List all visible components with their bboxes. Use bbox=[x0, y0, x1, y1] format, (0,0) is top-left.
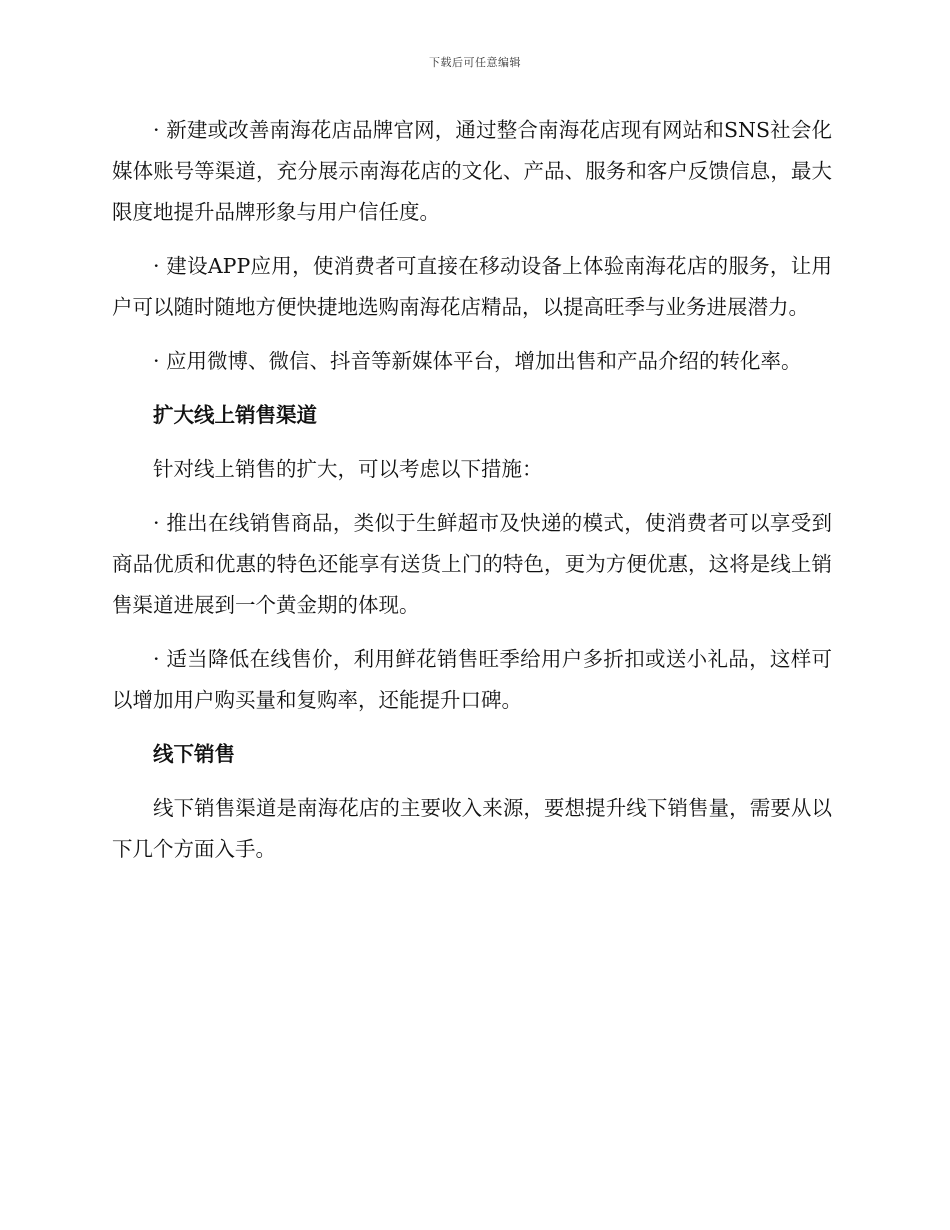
paragraph-new-media: · 应用微博、微信、抖音等新媒体平台，增加出售和产品介绍的转化率。 bbox=[153, 349, 802, 373]
paragraph-online-intro: 针对线上销售的扩大，可以考虑以下措施： bbox=[153, 457, 543, 481]
document-body bbox=[112, 110, 832, 883]
paragraph-online-pricing: · 适当降低在线售价，利用鲜花销售旺季给用户多折扣或送小礼品，这样可以增加用户购买量和复购率，还能提升口碑。 bbox=[112, 647, 832, 712]
paragraph-app: · 建设APP应用，使消费者可直接在移动设备上体验南海花店的服务，让用户可以随时随地方便快捷地选购南海花店精品，以提高旺季与业务进展潜力。 bbox=[112, 254, 832, 319]
page-header: 下载后可任意编辑 bbox=[429, 56, 521, 69]
paragraph-official-website: · 新建或改善南海花店品牌官网，通过整合南海花店现有网站和SNS社会化媒体账号等渠道，充分展示南海花店的文化、产品、服务和客户反馈信息，最大限度地提升品牌形象与用户信任度。 bbox=[112, 118, 832, 224]
paragraph-offline-intro: 线下销售渠道是南海花店的主要收入来源，要想提升线下销售量，需要从以下几个方面入手。 bbox=[112, 796, 832, 861]
section-heading-online-sales: 扩大线上销售渠道 bbox=[153, 403, 317, 427]
paragraph-online-products: · 推出在线销售商品，类似于生鲜超市及快递的模式，使消费者可以享受到商品优质和优惠的特色还能享有送货上门的特色，更为方便优惠，这将是线上销售渠道进展到一个黄金期的体现。 bbox=[112, 511, 832, 617]
section-heading-offline-sales: 线下销售 bbox=[153, 742, 235, 766]
